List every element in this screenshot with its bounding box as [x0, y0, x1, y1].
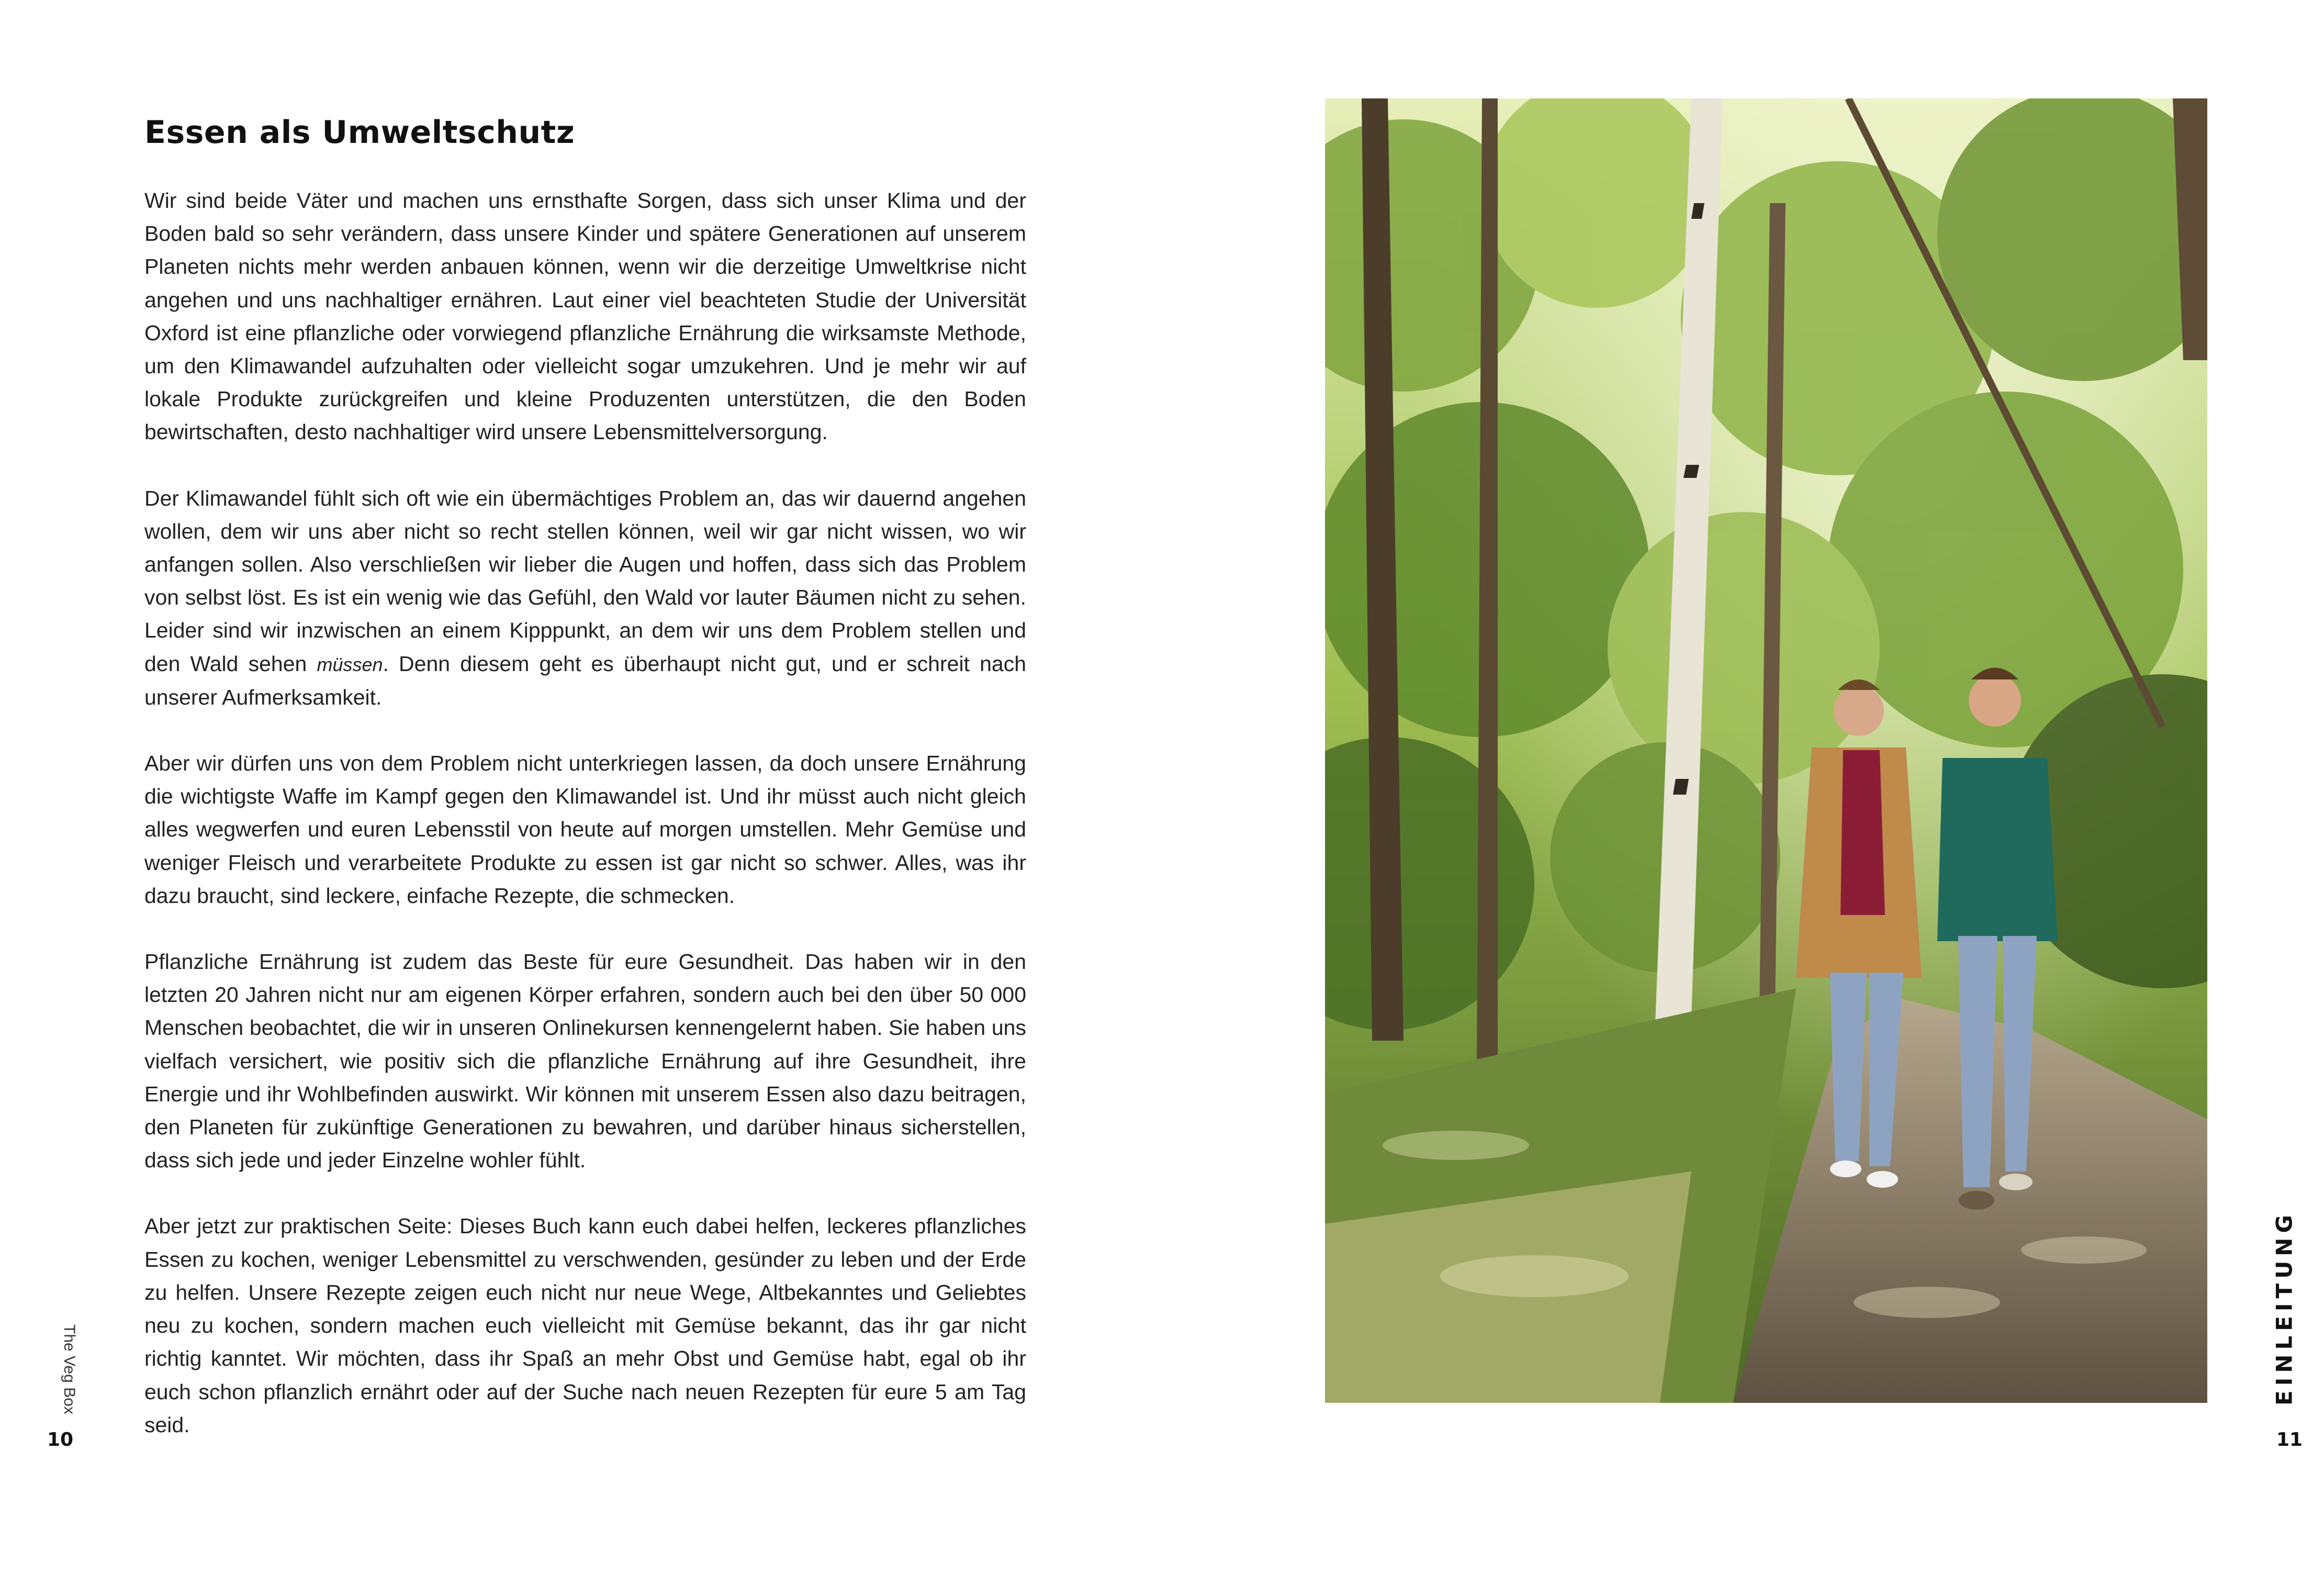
section-label-text: EINLEITUNG	[2271, 1210, 2297, 1405]
page-number-left: 10	[47, 1429, 74, 1451]
emphasis-word: müssen	[317, 653, 383, 675]
paragraph-2-end: . Denn diesem geht es überhaupt nicht gut, und er schreit nach unserer Aufmerksamkeit.	[144, 651, 1026, 709]
body-text	[144, 184, 1026, 1475]
forest-photo	[1325, 98, 2207, 1403]
page-title: Essen als Umweltschutz	[144, 114, 575, 151]
paragraph-5: Aber jetzt zur praktischen Seite: Dieses Buch kann euch dabei helfen, leckeres pflanzliches Essen zu kochen, weniger Lebensmittel zu verschwenden, gesünder zu leben und der Erde zu helfen. Unsere Rezepte zeigen euch nicht nur neue Wege, Altbekanntes und Geliebtes neu zu kochen, sondern machen euch vielleicht mit Gemüse bekannt, das ihr gar nicht richtig kanntet. Wir möchten, dass ihr Spaß an mehr Obst und Gemüse habt, egal ob ihr euch schon pflanzlich ernährt oder auf der Suche nach neuen Rezepten für eure 5 am Tag seid.	[144, 1214, 1026, 1437]
left-page	[0, 0, 1162, 1484]
running-head	[59, 1324, 80, 1413]
paragraph-3: Aber wir dürfen uns von dem Problem nicht unterkriegen lassen, da doch unsere Ernährung die wichtigste Waffe im Kampf gegen den Klimawandel ist. Und ihr müsst auch nicht gleich alles wegwerfen und euren Lebensstil von heute auf morgen umstellen. Mehr Gemüse und weniger Fleisch und verarbeitete Produkte zu essen ist gar nicht so schwer. Alles, was ihr dazu braucht, sind leckere, einfache Rezepte, die schmecken.	[144, 751, 1026, 908]
running-head-text: The Veg Box	[61, 1324, 78, 1414]
paragraph-4: Pflanzliche Ernährung ist zudem das Beste für eure Gesundheit. Das haben wir in den letzten 20 Jahren nicht nur am eigenen Körper erfahren, sondern auch bei den über 50 000 Menschen beobachtet, die wir in unseren Onlinekursen kennengelernt haben. Sie haben uns vielfach versichert, wie positiv sich die pflanzliche Ernährung auf ihre Gesundheit, ihre Energie und ihr Wohlbefinden auswirkt. Wir können mit unserem Essen also dazu beitragen, den Planeten für zukünftige Generationen zu bewahren, und darüber hinaus sicherstellen, dass sich jede und jeder Einzelne wohler fühlt.	[144, 950, 1026, 1173]
forest-scene	[1325, 98, 2207, 1403]
paragraph-2-start: Der Klimawandel fühlt sich oft wie ein übermächtiges Problem an, das wir dauernd angehen wollen, dem wir uns aber nicht so recht stellen können, weil wir gar nicht wissen, wo wir anfangen sollen. Also verschließen wir lieber die Augen und hoffen, dass sich das Problem von selbst löst. Es ist ein wenig wie das Gefühl, den Wald vor lauter Bäumen nicht zu sehen. Leider sind wir inzwischen an einem Kipppunkt, an dem wir uns dem Problem stellen und den Wald sehen	[144, 486, 1026, 676]
paragraph-2	[144, 482, 1026, 714]
page-number-right: 11	[2276, 1429, 2303, 1451]
paragraph-1: Wir sind beide Väter und machen uns ernsthafte Sorgen, dass sich unser Klima und der Boden bald so sehr verändern, dass unsere Kinder und spätere Generationen auf unserem Planeten nichts mehr werden anbauen können, wenn wir die derzeitige Umweltkrise nicht angehen und uns nachhaltiger ernähren. Laut einer viel beachteten Studie der Universität Oxford ist eine pflanzliche oder vorwiegend pflanzliche Ernährung die wirksamste Methode, um den Klimawandel aufzuhalten oder vielleicht sogar umzukehren. Und je mehr wir auf lokale Produkte zurückgreifen und kleine Produzenten unterstützen, die den Boden bewirtschaften, desto nachhaltiger wird unsere Lebensmittelversorgung.	[144, 188, 1026, 444]
